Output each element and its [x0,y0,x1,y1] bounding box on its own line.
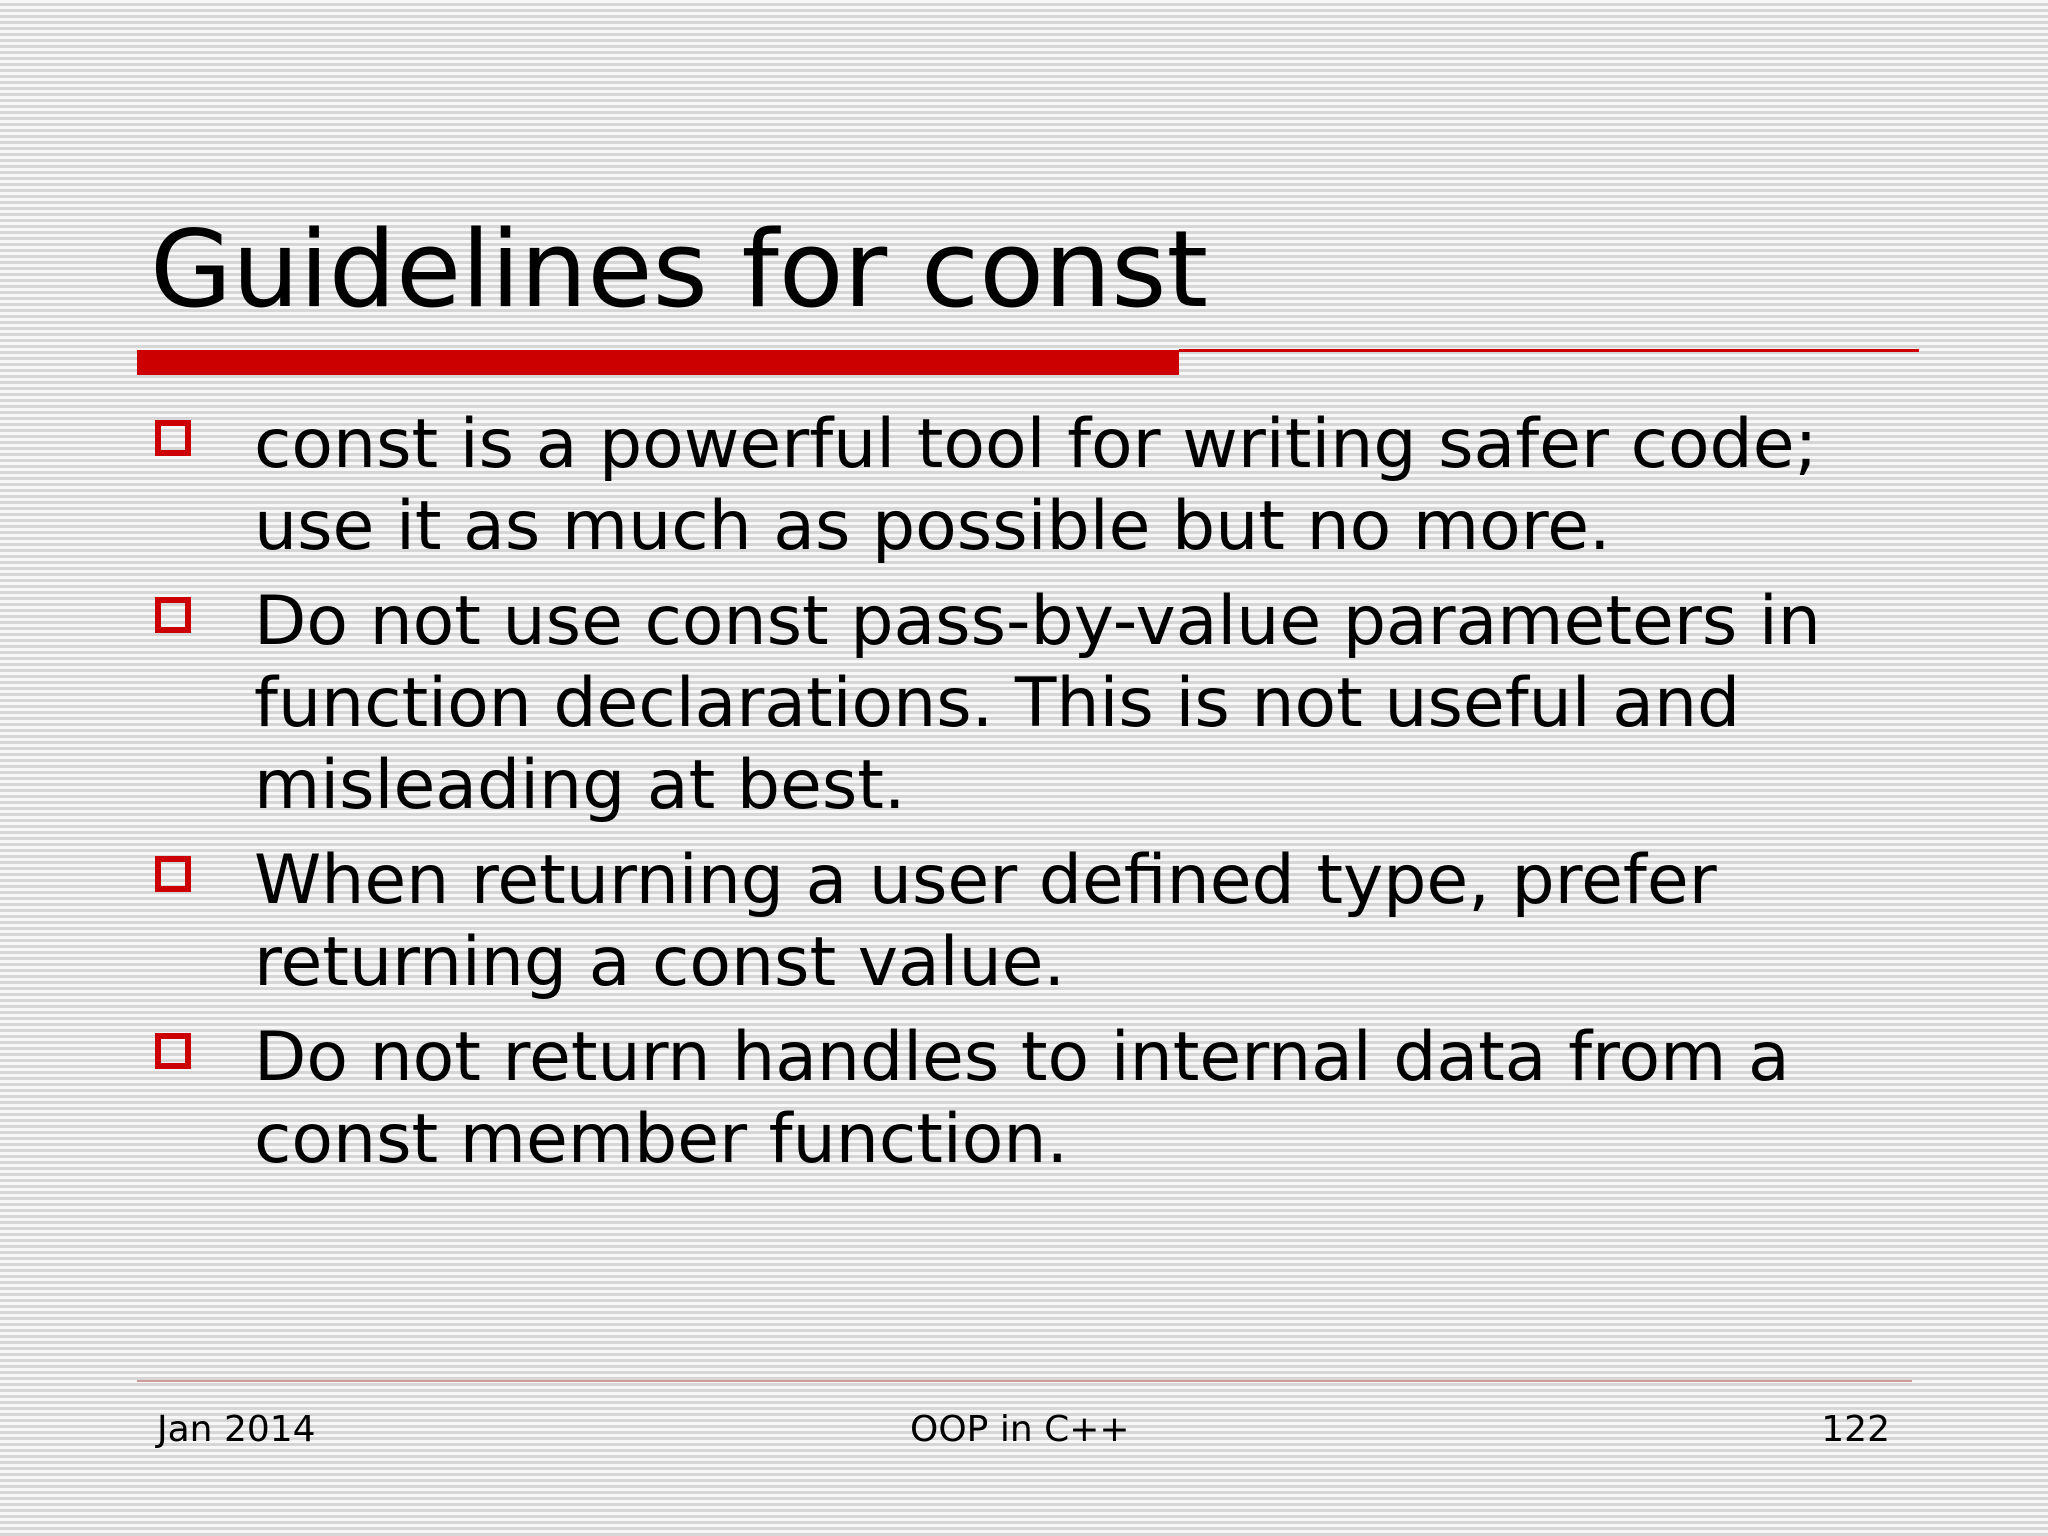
bullet-text: const is a powerful tool for writing safer code; use it as much as possible but no more. [254,405,1818,566]
bullet-item [155,581,1935,827]
hollow-square-bullet-icon [155,420,191,456]
bullet-item [155,404,1935,568]
bullet-text: Do not use const pass-by-value parameters in function declarations. This is not useful and misleading at best. [254,582,1821,825]
bullet-list [155,404,1935,1194]
slide-title: Guidelines for const [150,208,1209,331]
footer-divider [137,1380,1912,1382]
bullet-text: Do not return handles to internal data from a const member function. [254,1018,1790,1179]
bullet-text: When returning a user defined type, prefer returning a const value. [254,841,1717,1002]
hollow-square-bullet-icon [155,856,191,892]
footer-date: Jan 2014 [157,1409,316,1450]
title-underline-thick [137,350,1179,375]
hollow-square-bullet-icon [155,597,191,633]
hollow-square-bullet-icon [155,1033,191,1069]
footer-course-title: OOP in C++ [910,1409,1130,1450]
bullet-item [155,1017,1935,1181]
title-underline-thin [1179,349,1919,352]
slide-number: 122 [1821,1409,1890,1450]
bullet-item [155,840,1935,1004]
